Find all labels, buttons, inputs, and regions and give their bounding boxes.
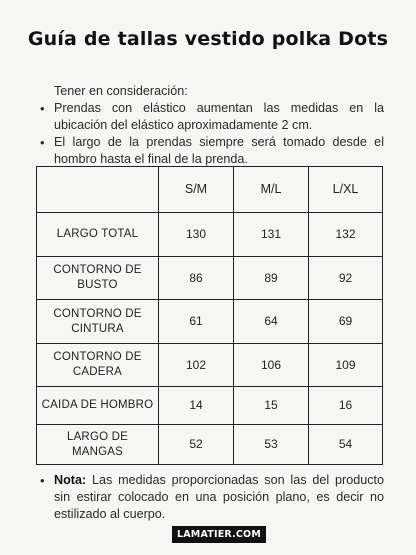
intro-heading: Tener en consideración: [54, 84, 188, 98]
intro-bullet: • El largo de la prendas siempre será tomado desde el hombro hasta el final de la prenda. [38, 134, 384, 168]
table-cell: 16 [309, 387, 383, 425]
row-label: LARGO DE MANGAS [37, 425, 159, 465]
row-label: LARGO TOTAL [37, 213, 159, 257]
table-cell: 130 [159, 213, 234, 257]
table-header-row [37, 167, 383, 213]
intro-bullet: • Prendas con elástico aumentan las medidas en la ubicación del elástico aproximadamente 2 cm. [38, 100, 384, 134]
table-cell: 102 [159, 344, 234, 387]
table-row [37, 344, 383, 387]
page-title: Guía de tallas vestido polka Dots [27, 28, 389, 50]
row-label: CONTORNO DE CINTURA [37, 300, 159, 344]
table-cell: 109 [309, 344, 383, 387]
table-cell: 54 [309, 425, 383, 465]
table-row [37, 257, 383, 300]
header-cell-sm: S/M [159, 167, 234, 213]
intro-section [38, 83, 384, 168]
table-cell: 89 [234, 257, 309, 300]
size-table [36, 166, 383, 465]
table-cell: 132 [309, 213, 383, 257]
brand-logo: LAMATIER.COM [172, 526, 266, 543]
table-cell: 86 [159, 257, 234, 300]
note-label: Nota: [54, 473, 87, 487]
table-row [37, 387, 383, 425]
row-label: CONTORNO DE CADERA [37, 344, 159, 387]
table-cell: 15 [234, 387, 309, 425]
note-bullet [38, 472, 384, 523]
intro-list [38, 100, 384, 168]
table-row [37, 213, 383, 257]
table-cell: 52 [159, 425, 234, 465]
table-cell: 53 [234, 425, 309, 465]
header-cell-lxl: L/XL [309, 167, 383, 213]
table-row [37, 425, 383, 465]
row-label: CAIDA DE HOMBRO [37, 387, 159, 425]
table-cell: 64 [234, 300, 309, 344]
table-row [37, 300, 383, 344]
row-label: CONTORNO DE BUSTO [37, 257, 159, 300]
table-cell: 131 [234, 213, 309, 257]
header-cell-empty [37, 167, 159, 213]
table-cell: 106 [234, 344, 309, 387]
table-cell: 14 [159, 387, 234, 425]
header-cell-ml: M/L [234, 167, 309, 213]
table-cell: 69 [309, 300, 383, 344]
note-section [38, 472, 384, 523]
table-cell: 61 [159, 300, 234, 344]
table-cell: 92 [309, 257, 383, 300]
note-text: Las medidas proporcionadas son las del producto sin estirar colocado en una posición plano, es decir no estilizado al cuerpo. [54, 473, 385, 521]
